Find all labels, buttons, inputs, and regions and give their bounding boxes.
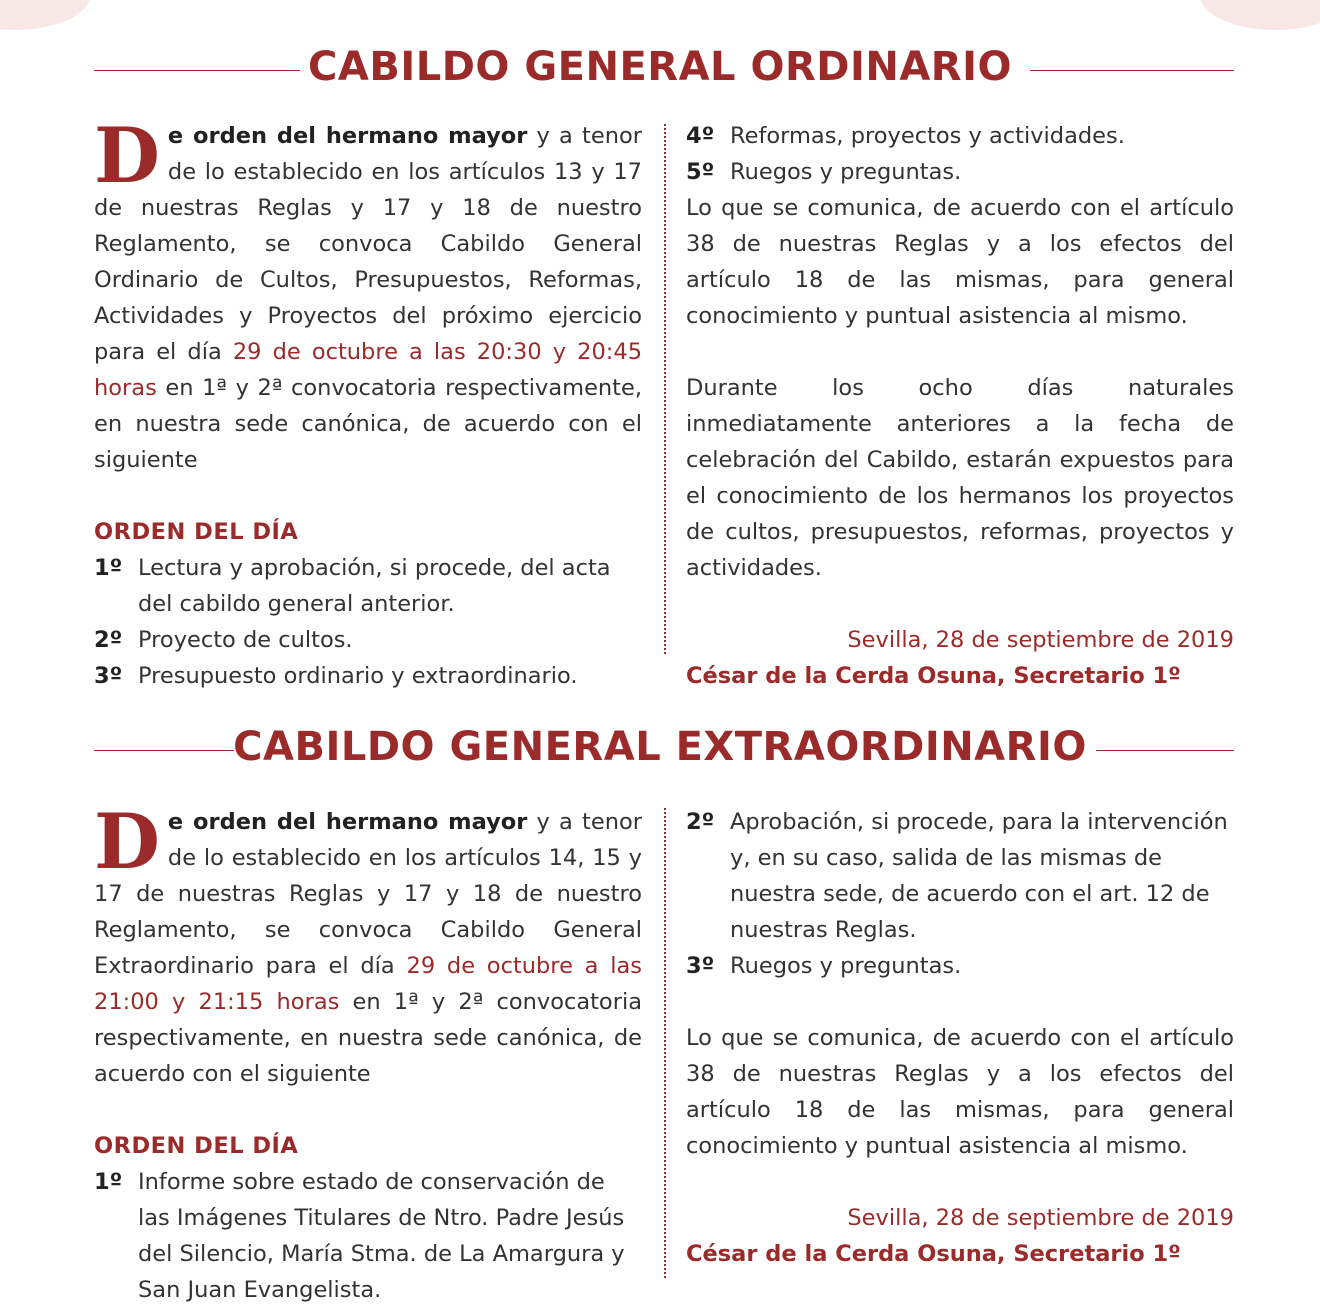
extraordinario-right-column — [686, 804, 1234, 1272]
agenda-item — [686, 804, 1234, 948]
agenda-text: Reformas, proyectos y actividades. — [730, 123, 1125, 149]
agenda-item — [686, 154, 1234, 190]
agenda-number: 1º — [94, 1169, 123, 1195]
agenda-text: Presupuesto ordinario y extraordinario. — [138, 663, 578, 689]
extraordinario-left-column — [94, 797, 643, 1308]
ordinario-right-column — [686, 118, 1234, 694]
ordinario-left-column — [94, 111, 643, 694]
agenda-number: 2º — [94, 627, 123, 653]
place-date: Sevilla, 28 de septiembre de 2019 — [847, 1205, 1234, 1231]
agenda-number: 2º — [686, 809, 715, 835]
agenda-item — [94, 1164, 642, 1308]
intro-paragraph — [94, 111, 643, 478]
agenda-number: 5º — [686, 159, 715, 185]
intro-text: y a tenor de lo establecido en los artículos 14, 15 y 17 de nuestras Reglas y 17 y 18 de nuestro Reglamento, se convoca Cabildo General Extraordinario para el día — [94, 809, 642, 979]
dropcap: D — [94, 797, 160, 886]
dropcap: D — [94, 111, 160, 200]
section-extraordinario — [0, 714, 1320, 784]
closing-paragraph: Lo que se comunica, de acuerdo con el artículo 38 de nuestras Reglas y a los efectos del artículo 18 de las mismas, para general conocimiento y puntual asistencia al mismo. — [686, 1025, 1234, 1159]
closing-paragraph: Lo que se comunica, de acuerdo con el artículo 38 de nuestras Reglas y a los efectos del artículo 18 de las mismas, para general conocimiento y puntual asistencia al mismo. — [686, 195, 1234, 329]
decorative-corner-left — [0, 0, 90, 30]
section-title: CABILDO GENERAL EXTRAORDINARIO — [233, 724, 1087, 770]
agenda-text: Informe sobre estado de conservación de las Imágenes Titulares de Ntro. Padre Jesús del Silencio, María Stma. de La Amargura y San Juan Evangelista. — [138, 1169, 625, 1303]
section-ordinario — [0, 34, 1320, 104]
intro-end: en 1ª y 2ª convocatoria respectivamente, en nuestra sede canónica, de acuerdo con el siguiente — [94, 375, 642, 473]
intro-paragraph — [94, 797, 643, 1092]
agenda-number: 3º — [686, 953, 715, 979]
section-title-row — [0, 714, 1320, 784]
agenda-item — [94, 658, 642, 694]
agenda-item — [94, 550, 642, 622]
agenda-number: 4º — [686, 123, 715, 149]
intro-end: en 1ª y 2ª convocatoria respectivamente, en nuestra sede canónica, de acuerdo con el siguiente — [94, 989, 642, 1087]
place-date: Sevilla, 28 de septiembre de 2019 — [847, 627, 1234, 653]
section-title-row — [0, 34, 1320, 104]
intro-text: y a tenor de lo establecido en los artículos 13 y 17 de nuestras Reglas y 17 y 18 de nuestro Reglamento, se convoca Cabildo General Ordinario de Cultos, Presupuestos, Reformas, Actividades y Proyectos del próximo ejercicio para el día — [94, 123, 642, 365]
column-divider — [664, 124, 666, 654]
agenda-text: Ruegos y preguntas. — [730, 159, 962, 185]
column-divider — [664, 808, 666, 1278]
agenda-title: ORDEN DEL DÍA — [94, 519, 299, 545]
meeting-date: 29 de octubre a las 20:30 y 20:45 horas — [94, 339, 643, 401]
title-rule-right — [1096, 750, 1234, 751]
agenda-item — [686, 118, 1234, 154]
agenda-text: Lectura y aprobación, si procede, del acta del cabildo general anterior. — [138, 555, 611, 617]
agenda-text: Aprobación, si procede, para la intervención y, en su caso, salida de las mismas de nuestra sede, de acuerdo con el art. 12 de nuestras Reglas. — [730, 809, 1228, 943]
agenda-item — [94, 622, 642, 658]
signature: César de la Cerda Osuna, Secretario 1º — [686, 1241, 1181, 1267]
intro-bold: e orden del hermano mayor — [167, 123, 528, 149]
agenda-number: 1º — [94, 555, 123, 581]
agenda-title: ORDEN DEL DÍA — [94, 1133, 299, 1159]
intro-bold: e orden del hermano mayor — [167, 809, 528, 835]
notice-paragraph: Durante los ocho días naturales inmediatamente anteriores a la fecha de celebración del Cabildo, estarán expuestos para el conocimiento de los hermanos los proyectos de cultos, presupuestos, reformas, proyectos y actividades. — [686, 375, 1234, 581]
signature: César de la Cerda Osuna, Secretario 1º — [686, 663, 1181, 689]
title-rule-right — [1030, 70, 1234, 71]
agenda-text: Proyecto de cultos. — [138, 627, 353, 653]
agenda-text: Ruegos y preguntas. — [730, 953, 962, 979]
agenda-number: 3º — [94, 663, 123, 689]
agenda-item — [686, 948, 1234, 984]
meeting-date: 29 de octubre a las 21:00 y 21:15 horas — [94, 953, 643, 1015]
decorative-corner-right — [1200, 0, 1320, 30]
section-title: CABILDO GENERAL ORDINARIO — [308, 44, 1012, 90]
